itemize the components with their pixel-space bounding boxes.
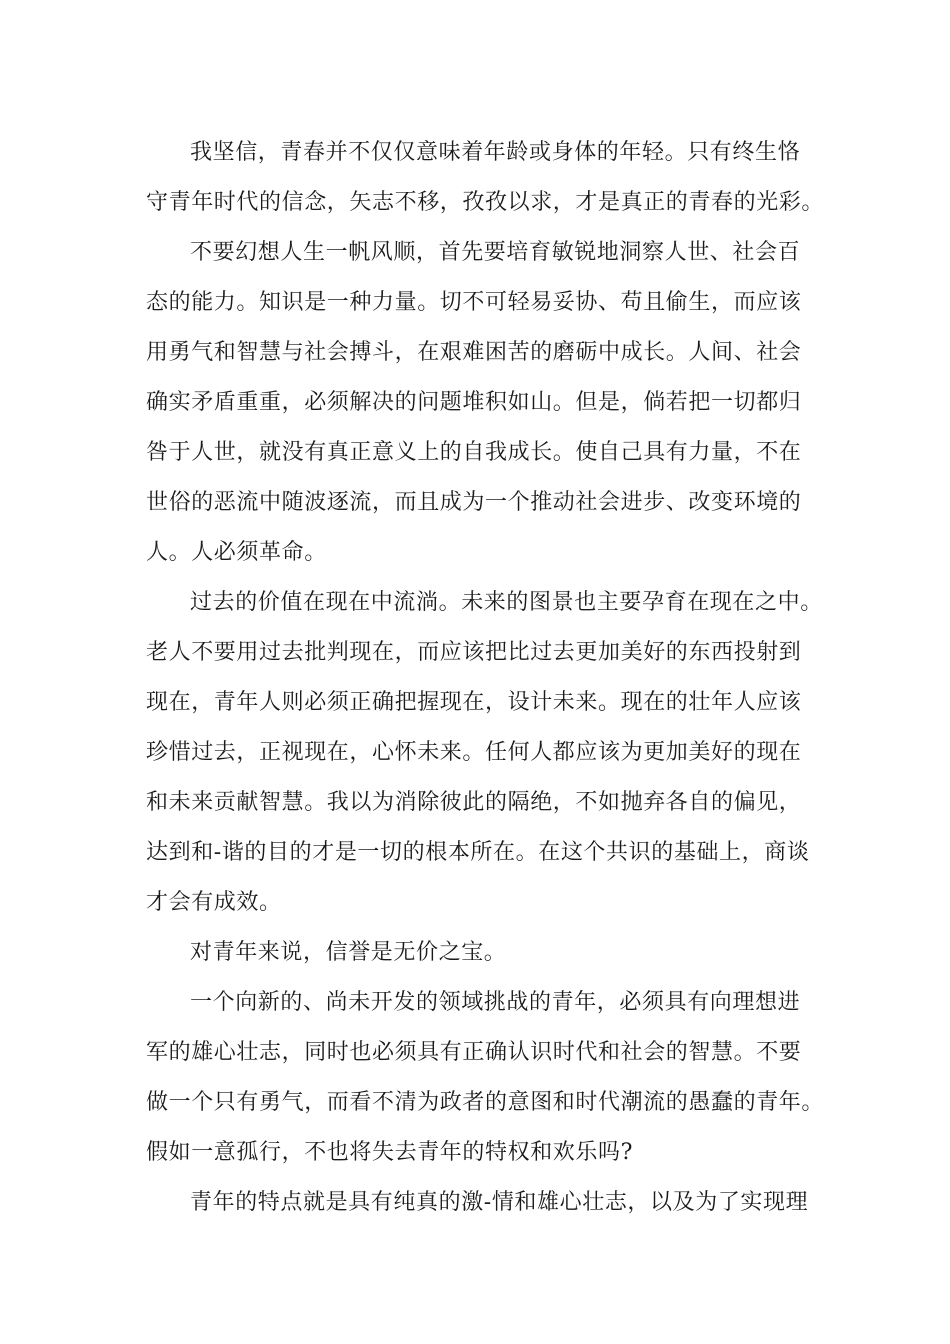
- paragraph: [146, 978, 825, 1178]
- paragraph-line: 态的能力。知识是一种力量。切不可轻易妥协、苟且偷生，而应该: [146, 290, 802, 315]
- paragraph: [146, 1178, 810, 1228]
- paragraph: [146, 128, 825, 228]
- paragraph-line: 对青年来说，信誉是无价之宝。: [190, 940, 507, 965]
- paragraph-line: 咎于人世，就没有真正意义上的自我成长。使自己具有力量，不在: [146, 440, 802, 465]
- paragraph-line: 才会有成效。: [146, 890, 282, 915]
- paragraph-line: 一个向新的、尚未开发的领域挑战的青年，必须具有向理想进: [190, 990, 801, 1015]
- paragraph-line: 人。人必须革命。: [146, 540, 327, 565]
- paragraph-line: 珍惜过去，正视现在，心怀未来。任何人都应该为更加美好的现在: [146, 740, 802, 765]
- paragraph-line: 世俗的恶流中随波逐流，而且成为一个推动社会进步、改变环境的: [146, 490, 802, 515]
- paragraph-line: 做一个只有勇气，而看不清为政者的意图和时代潮流的愚蠢的青年。: [146, 1090, 825, 1115]
- document-body: [146, 128, 825, 1228]
- paragraph-line: 守青年时代的信念，矢志不移，孜孜以求，才是真正的青春的光彩。: [146, 190, 825, 215]
- paragraph-line: 和未来贡献智慧。我以为消除彼此的隔绝，不如抛弃各自的偏见，: [146, 790, 802, 815]
- paragraph-line: 青年的特点就是具有纯真的激-情和雄心壮志，以及为了实现理: [190, 1190, 809, 1215]
- paragraph-line: 不要幻想人生一帆风顺，首先要培育敏锐地洞察人世、社会百: [190, 240, 801, 265]
- paragraph-line: 我坚信，青春并不仅仅意味着年龄或身体的年轻。只有终生恪: [190, 140, 801, 165]
- paragraph: [146, 928, 810, 978]
- paragraph-line: 用勇气和智慧与社会搏斗，在艰难困苦的磨砺中成长。人间、社会: [146, 340, 802, 365]
- paragraph: [146, 578, 823, 928]
- paragraph: [146, 228, 810, 578]
- paragraph-line: 假如一意孤行，不也将失去青年的特权和欢乐吗?: [146, 1140, 633, 1165]
- paragraph-line: 确实矛盾重重，必须解决的问题堆积如山。但是，倘若把一切都归: [146, 390, 802, 415]
- paragraph-line: 老人不要用过去批判现在，而应该把比过去更加美好的东西投射到: [146, 640, 802, 665]
- paragraph-line: 达到和-谐的目的才是一切的根本所在。在这个共识的基础上，商谈: [146, 840, 810, 865]
- paragraph-line: 军的雄心壮志，同时也必须具有正确认识时代和社会的智慧。不要: [146, 1040, 802, 1065]
- paragraph-line: 过去的价值在现在中流淌。未来的图景也主要孕育在现在之中。: [190, 590, 823, 615]
- paragraph-line: 现在，青年人则必须正确把握现在，设计未来。现在的壮年人应该: [146, 690, 802, 715]
